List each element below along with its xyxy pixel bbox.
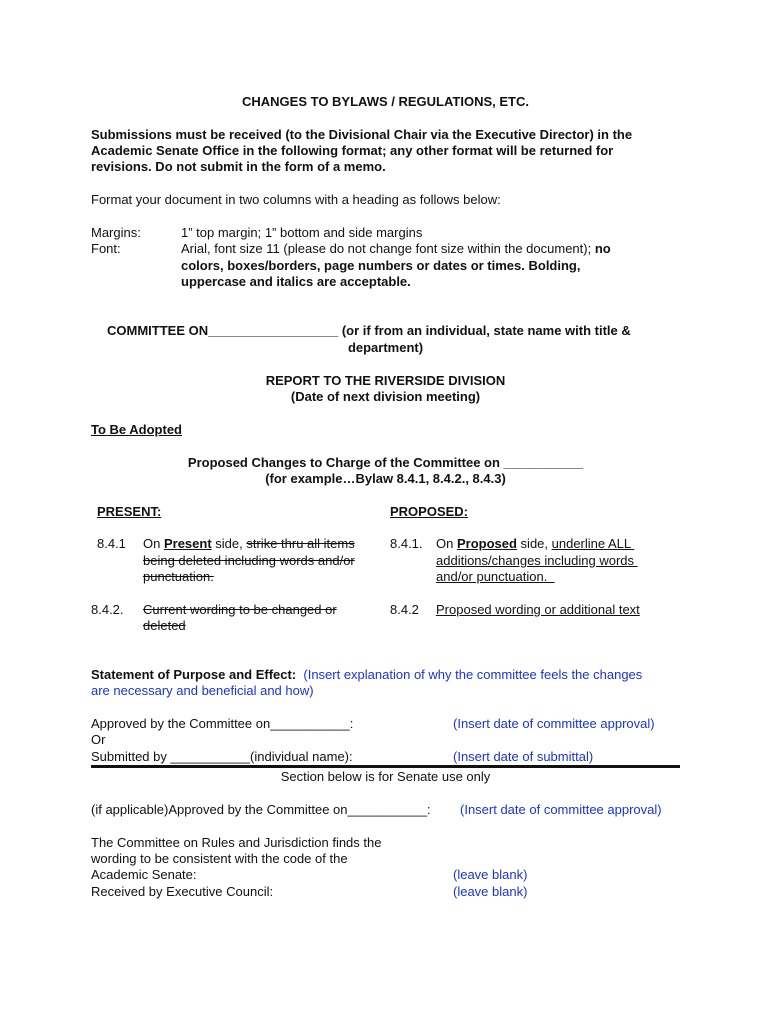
proposed-row-1-number: 8.4.1. xyxy=(390,536,423,551)
font-value-line-1 xyxy=(181,241,611,258)
submitted-by: Submitted by ___________(individual name): xyxy=(91,749,353,764)
or-text: Or xyxy=(91,732,106,747)
report-heading-line-2: (Date of next division meeting) xyxy=(290,389,481,404)
proposed-row-1-pre: On xyxy=(436,536,457,551)
statement-text-2: are necessary and beneficial and how) xyxy=(91,683,314,698)
font-value-line-2: colors, boxes/borders, page numbers or dates or times. Bolding, xyxy=(181,258,581,273)
applicable-insert: (Insert date of committee approval) xyxy=(460,802,662,817)
proposed-row-1-ul-1: underline ALL xyxy=(551,536,635,551)
statement-line-1 xyxy=(91,667,642,684)
page-title: CHANGES TO BYLAWS / REGULATIONS, ETC. xyxy=(242,94,529,109)
approved-by: Approved by the Committee on___________: xyxy=(91,716,354,731)
present-header: PRESENT: xyxy=(97,504,162,519)
proposed-row-1-bold: Proposed xyxy=(456,536,517,551)
present-row-2-struck-2: deleted xyxy=(143,618,186,633)
proposed-row-2-ul-1: Proposed wording or additional text xyxy=(436,602,640,617)
senate-use-heading: Section below is for Senate use only xyxy=(280,769,491,784)
committee-heading-line-1: COMMITTEE ON__________________ (or if from an individual, state name with title & xyxy=(107,323,631,338)
font-label: Font: xyxy=(91,241,121,256)
font-value-plain: Arial, font size 11 (please do not change font size within the document); xyxy=(181,241,595,256)
proposed-row-1-ul-2: additions/changes including words xyxy=(436,553,638,568)
present-row-1-bold: Present xyxy=(163,536,212,551)
proposed-row-1-line-1 xyxy=(436,536,634,553)
proposed-changes-line-1: Proposed Changes to Charge of the Committee on ___________ xyxy=(187,455,584,470)
proposed-row-2-number: 8.4.2 xyxy=(390,602,419,617)
approved-insert: (Insert date of committee approval) xyxy=(453,716,655,731)
submission-notice-line-3: revisions. Do not submit in the form of a memo. xyxy=(91,159,386,174)
rules-line-2: wording to be consistent with the code of the xyxy=(91,851,348,866)
applicable-approved: (if applicable)Approved by the Committee on___________: xyxy=(91,802,431,817)
submission-notice-line-1: Submissions must be received (to the Divisional Chair via the Executive Director) in the xyxy=(91,127,633,142)
present-row-1-mid: side, xyxy=(211,536,247,551)
report-heading-line-1: REPORT TO THE RIVERSIDE DIVISION xyxy=(265,373,506,388)
submitted-insert: (Insert date of submittal) xyxy=(453,749,594,764)
rules-line-4: Received by Executive Council: xyxy=(91,884,274,899)
margins-value: 1” top margin; 1” bottom and side margins xyxy=(181,225,423,240)
statement-label: Statement of Purpose and Effect: xyxy=(91,667,297,682)
submission-notice-line-2: Academic Senate Office in the following format; any other format will be returned for xyxy=(91,143,614,158)
present-row-1-struck-2: being deleted including words and/or xyxy=(143,553,355,568)
statement-text-1: (Insert explanation of why the committee feels the changes xyxy=(303,667,643,682)
present-row-1-line-1 xyxy=(143,536,355,553)
margins-label: Margins: xyxy=(91,225,141,240)
rules-line-1: The Committee on Rules and Jurisdiction finds the xyxy=(91,835,382,850)
proposed-changes-line-2: (for example…Bylaw 8.4.1, 8.4.2., 8.4.3) xyxy=(265,471,506,486)
proposed-row-1-mid: side, xyxy=(516,536,552,551)
font-value-bold-no: no xyxy=(594,241,611,256)
to-be-adopted: To Be Adopted xyxy=(91,422,182,437)
rules-line-3-value: (leave blank) xyxy=(453,867,528,882)
rules-line-4-value: (leave blank) xyxy=(453,884,528,899)
rules-line-3: Academic Senate: xyxy=(91,867,197,882)
present-row-2-struck-1: Current wording to be changed or xyxy=(143,602,337,617)
present-row-1-struck-1: strike thru all items xyxy=(246,536,355,551)
present-row-1-pre: On xyxy=(143,536,164,551)
font-value-line-3: uppercase and italics are acceptable. xyxy=(181,274,411,289)
present-row-2-number: 8.4.2. xyxy=(91,602,124,617)
committee-heading-line-2: department) xyxy=(347,340,424,355)
present-row-1-number: 8.4.1 xyxy=(97,536,126,551)
proposed-header: PROPOSED: xyxy=(390,504,469,519)
proposed-row-1-ul-3: and/or punctuation. xyxy=(436,569,555,584)
section-divider xyxy=(91,765,680,768)
format-instruction: Format your document in two columns with a heading as follows below: xyxy=(91,192,501,207)
present-row-1-struck-3: punctuation. xyxy=(143,569,214,584)
